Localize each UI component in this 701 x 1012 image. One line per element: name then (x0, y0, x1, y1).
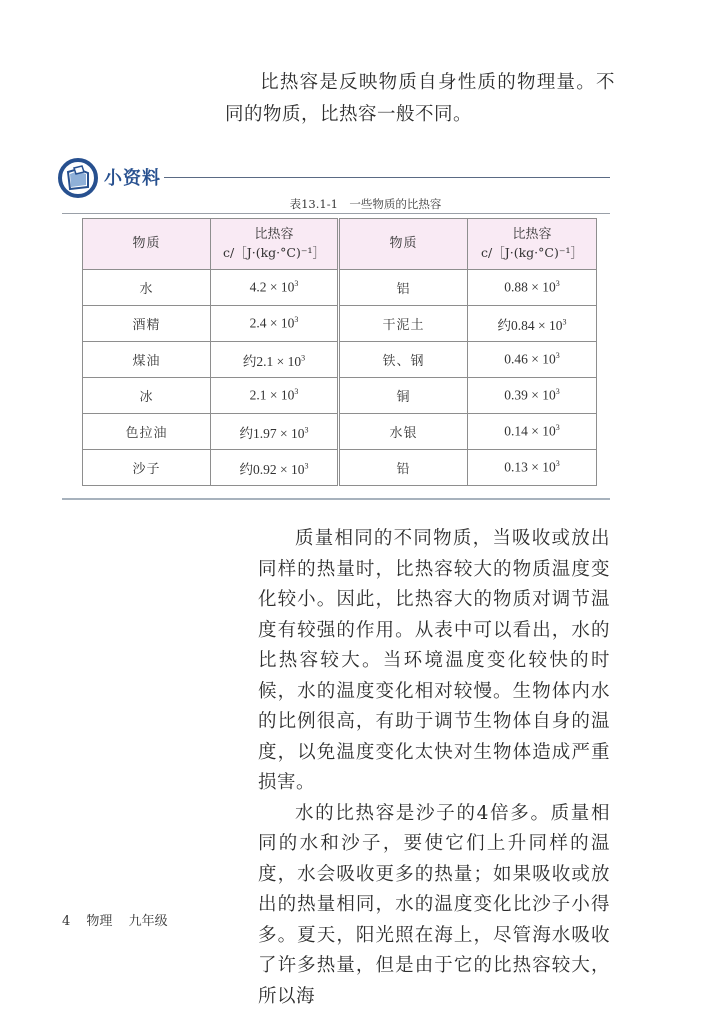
table-caption: 表13.1-1 一些物质的比热容 (0, 196, 701, 212)
material-cell: 煤油 (83, 342, 211, 378)
material-cell: 铝 (339, 270, 468, 306)
table-row (83, 378, 597, 414)
table-row (83, 270, 597, 306)
header-material-right: 物质 (339, 219, 468, 270)
value-cell: $4.2 \times 10^3$ (211, 270, 339, 306)
value-cell: $0.46 \times 10^3$ (468, 342, 597, 378)
intro-paragraph (225, 67, 615, 131)
table-header-row (83, 219, 597, 270)
material-cell: 铅 (339, 450, 468, 486)
header-heat-left (211, 219, 339, 270)
value-cell: $2.4 \times 10^3$ (211, 306, 339, 342)
header-heat-unit: c/［J·(kg·°C)⁻¹］ (468, 244, 596, 262)
value-cell: $0.13 \times 10^3$ (468, 450, 597, 486)
folder-info-icon (58, 158, 98, 198)
value-cell: $0.39 \times 10^3$ (468, 378, 597, 414)
header-heat-unit: c/［J·(kg·°C)⁻¹］ (211, 244, 337, 262)
header-heat-label: 比热容 (211, 226, 337, 244)
section-bottom-rule (62, 498, 610, 500)
value-cell: $0.14 \times 10^3$ (468, 414, 597, 450)
material-cell: 酒精 (83, 306, 211, 342)
intro-text: 比热容是反映物质自身性质的物理量。不同的物质，比热容一般不同。 (225, 67, 615, 131)
page-footer (62, 910, 180, 929)
header-material-left: 物质 (83, 219, 211, 270)
header-heat-label: 比热容 (468, 226, 596, 244)
body-paragraph-2: 水的比热容是沙子的4倍多。质量相同的水和沙子，要使它们上升同样的温度，水会吸收更多的热量；如果吸收或放出的热量相同，水的温度变化比沙子小得多。夏天，阳光照在海上，尽管海水吸收了许多热量，但是由于它的比热容较大，所以海 (258, 799, 610, 1012)
value-cell: 约$1.97 \times 10^3$ (211, 414, 339, 450)
header-heat-right (468, 219, 597, 270)
page-number: 4 (62, 914, 70, 929)
material-cell: 干泥土 (339, 306, 468, 342)
value-cell: 约$0.92 \times 10^3$ (211, 450, 339, 486)
material-cell: 冰 (83, 378, 211, 414)
specific-heat-table (82, 218, 596, 486)
footer-grade: 九年级 (129, 914, 168, 929)
material-cell: 铜 (339, 378, 468, 414)
footer-subject: 物理 (86, 914, 112, 929)
value-cell: $0.88 \times 10^3$ (468, 270, 597, 306)
material-cell: 色拉油 (83, 414, 211, 450)
section-title: 小资料 (104, 164, 161, 190)
value-cell: 约$2.1 \times 10^3$ (211, 342, 339, 378)
section-header (58, 158, 610, 198)
table-top-rule (62, 213, 610, 214)
table-row (83, 414, 597, 450)
table-row (83, 306, 597, 342)
value-cell: $2.1 \times 10^3$ (211, 378, 339, 414)
table-row (83, 342, 597, 378)
value-cell: 约$0.84 \times 10^3$ (468, 306, 597, 342)
body-paragraph-1: 质量相同的不同物质，当吸收或放出同样的热量时，比热容较大的物质温度变化较小。因此，比热容大的物质对调节温度有较强的作用。从表中可以看出，水的比热容较大。当环境温度变化较快的时候，水的温度变化相对较慢。生物体内水的比例很高，有助于调节生物体自身的温度，以免温度变化太快对生物体造成严重损害。 (258, 524, 610, 799)
material-cell: 沙子 (83, 450, 211, 486)
material-cell: 水银 (339, 414, 468, 450)
material-cell: 水 (83, 270, 211, 306)
section-divider (164, 177, 610, 178)
table-row (83, 450, 597, 486)
body-text (258, 524, 610, 1012)
material-cell: 铁、钢 (339, 342, 468, 378)
